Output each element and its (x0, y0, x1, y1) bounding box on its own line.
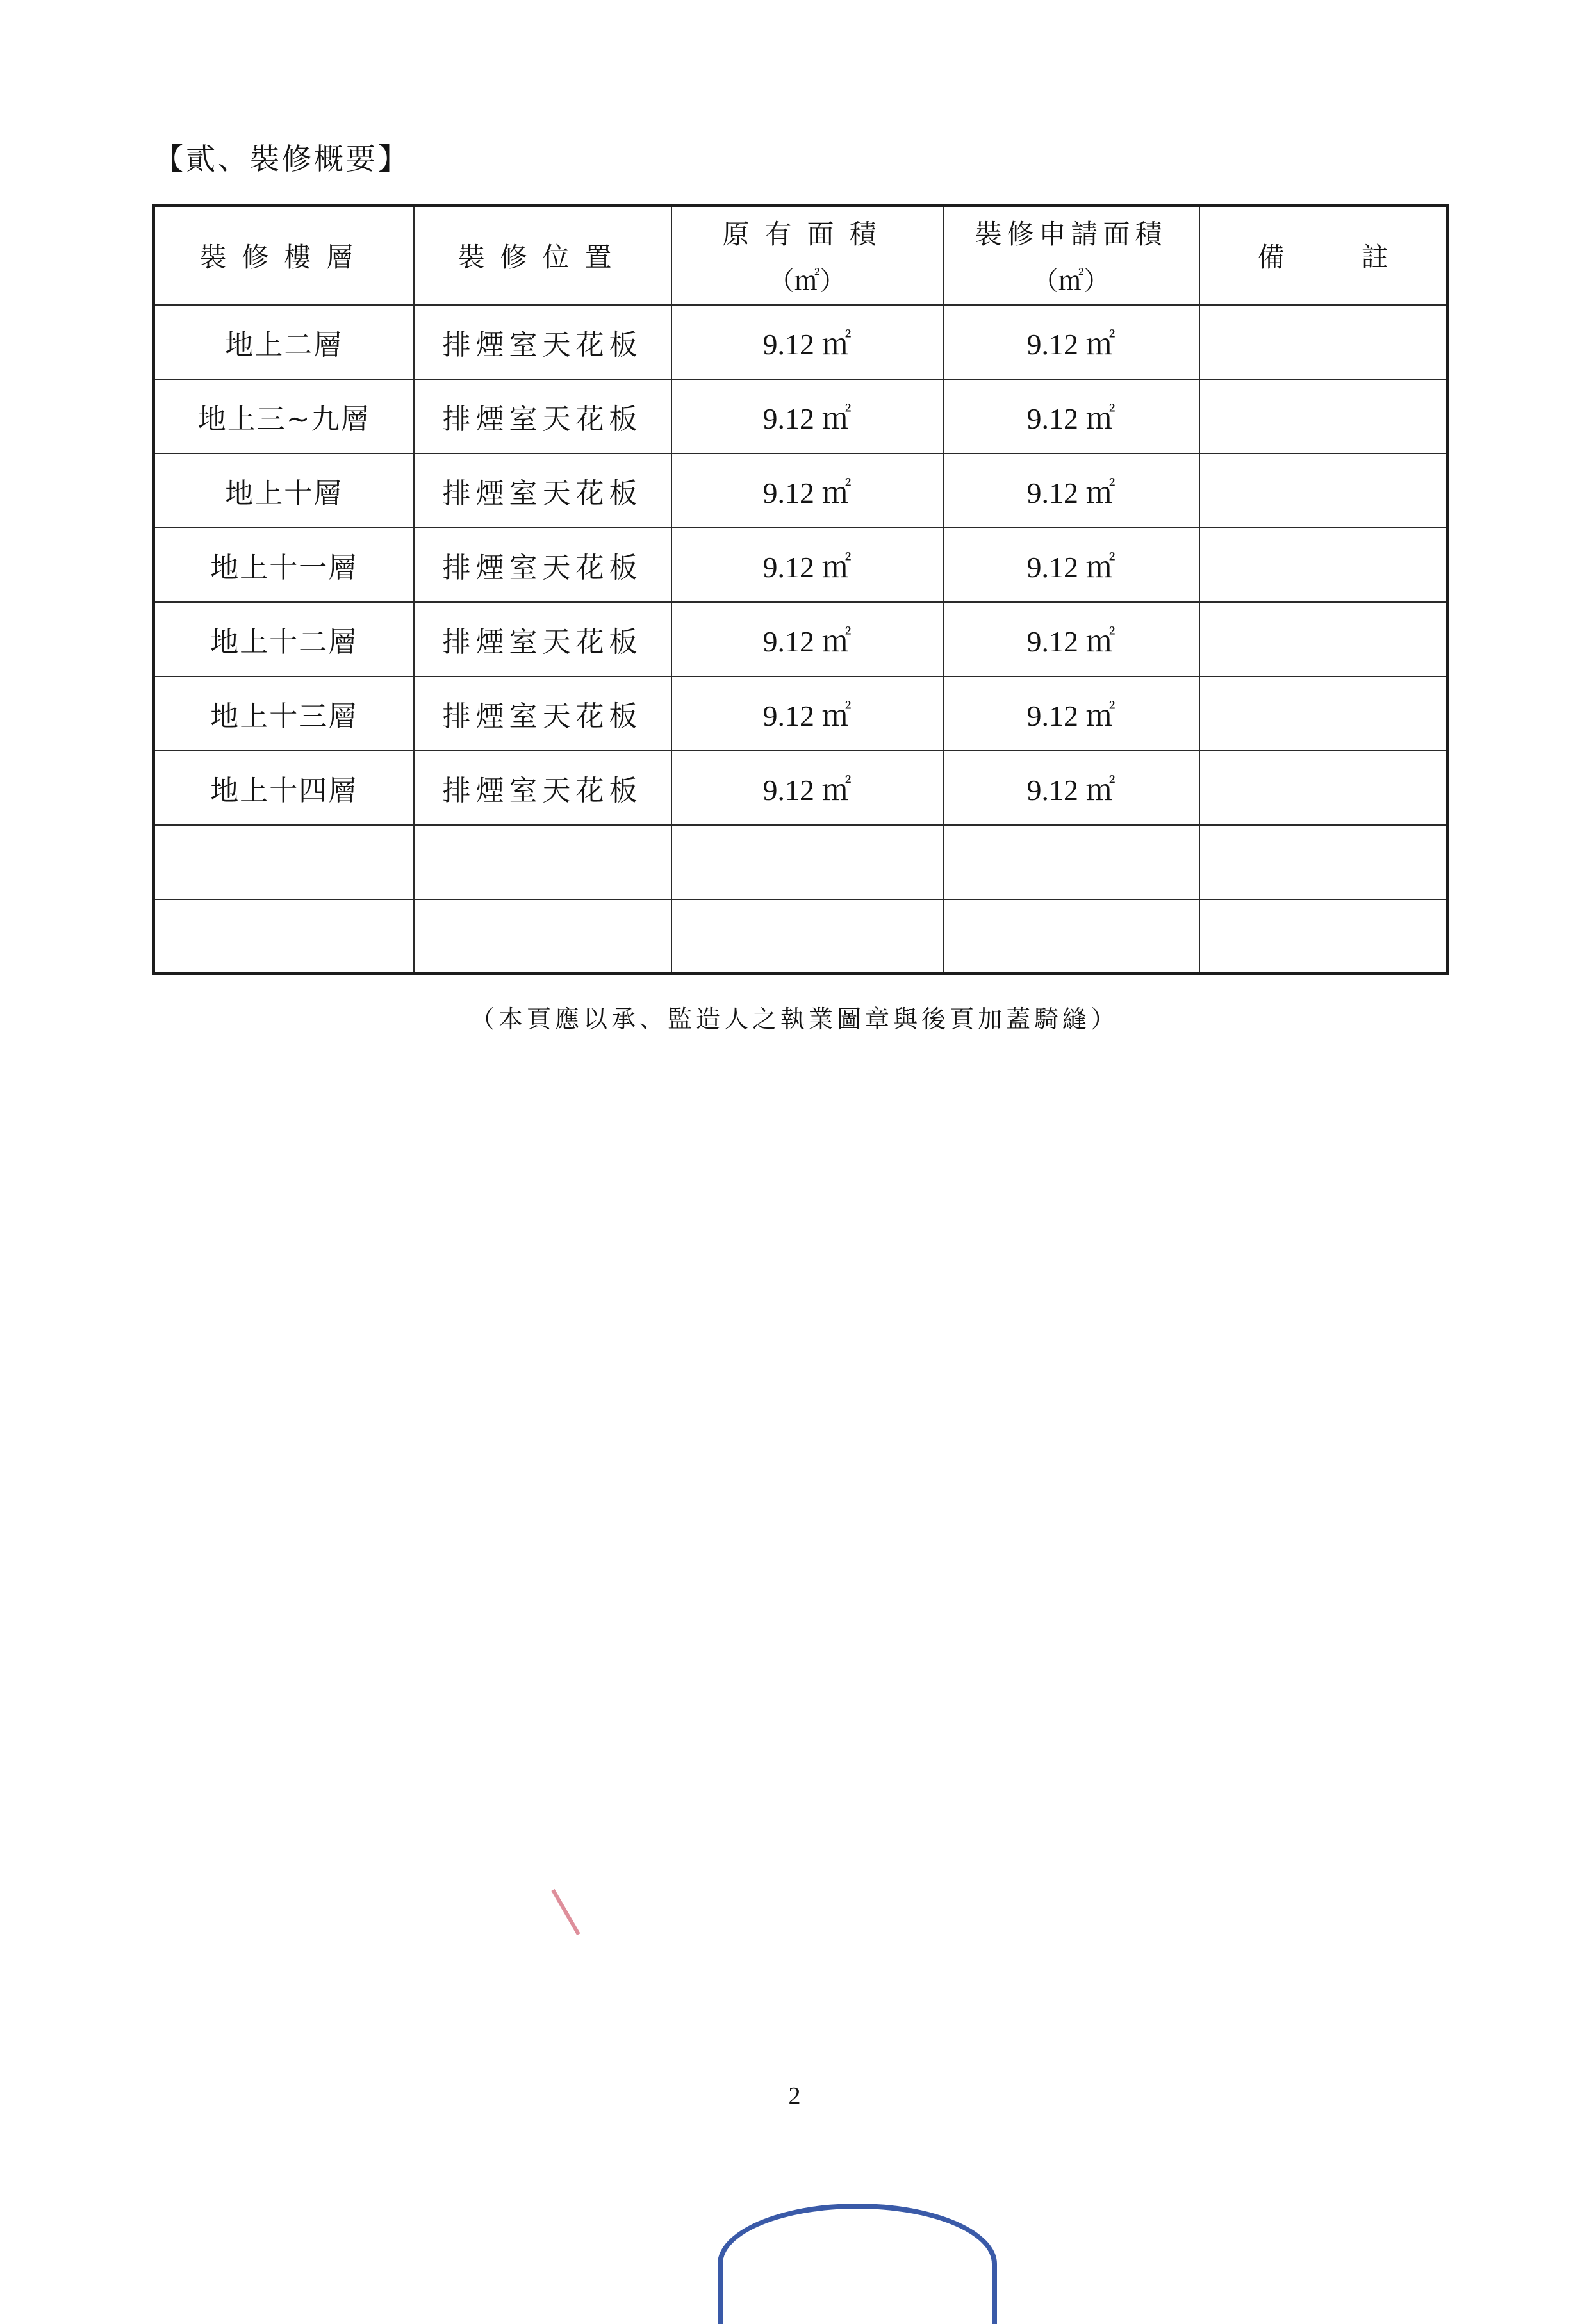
location-cell: 排煙室天花板 (414, 454, 671, 528)
original-area-cell: 9.12 ㎡ (671, 379, 943, 454)
location-cell (414, 899, 671, 974)
header-location: 裝修位置 (414, 206, 671, 305)
applied-area-cell (943, 825, 1199, 899)
applied-area-cell: 9.12 ㎡ (943, 676, 1199, 751)
footnote: （本頁應以承、監造人之執業圖章與後頁加蓋騎縫） (470, 1005, 1119, 1033)
note-cell (1199, 825, 1448, 899)
location-cell: 排煙室天花板 (414, 602, 671, 676)
applied-area-cell: 9.12 ㎡ (943, 602, 1199, 676)
applied-area-cell: 9.12 ㎡ (943, 528, 1199, 602)
floor-cell (154, 899, 414, 974)
header-applied-area (943, 206, 1199, 305)
header-original-area-unit: （㎡） (768, 266, 846, 297)
renovation-summary-table (152, 204, 1449, 975)
applied-area-cell: 9.12 ㎡ (943, 751, 1199, 825)
original-area-cell: 9.12 ㎡ (671, 676, 943, 751)
section-title: 【貳、裝修概要】 (154, 142, 410, 176)
floor-cell: 地上十二層 (154, 602, 414, 676)
table-row (154, 751, 1448, 825)
original-area-cell: 9.12 ㎡ (671, 528, 943, 602)
table-header-row (154, 206, 1448, 305)
original-area-cell: 9.12 ㎡ (671, 454, 943, 528)
floor-cell: 地上十層 (154, 454, 414, 528)
table-row (154, 825, 1448, 899)
header-applied-area-unit: （㎡） (1032, 266, 1110, 297)
location-cell: 排煙室天花板 (414, 305, 671, 379)
header-note-right: 註 (1361, 241, 1388, 273)
original-area-cell: 9.12 ㎡ (671, 751, 943, 825)
red-pen-mark (551, 1889, 580, 1935)
applied-area-cell: 9.12 ㎡ (943, 305, 1199, 379)
location-cell (414, 825, 671, 899)
floor-cell: 地上十四層 (154, 751, 414, 825)
original-area-cell: 9.12 ㎡ (671, 602, 943, 676)
location-cell: 排煙室天花板 (414, 528, 671, 602)
table-row (154, 305, 1448, 379)
location-cell: 排煙室天花板 (414, 379, 671, 454)
note-cell (1199, 676, 1448, 751)
table-row (154, 454, 1448, 528)
original-area-cell (671, 825, 943, 899)
floor-cell: 地上二層 (154, 305, 414, 379)
header-note-left: 備 (1257, 241, 1285, 273)
official-seal (718, 2204, 997, 2324)
table-row (154, 899, 1448, 974)
applied-area-cell: 9.12 ㎡ (943, 454, 1199, 528)
note-cell (1199, 379, 1448, 454)
floor-cell: 地上十一層 (154, 528, 414, 602)
floor-cell (154, 825, 414, 899)
note-cell (1199, 528, 1448, 602)
table-row (154, 676, 1448, 751)
table-row (154, 602, 1448, 676)
table-row (154, 379, 1448, 454)
page-number: 2 (788, 2083, 801, 2109)
header-applied-area-label: 裝修申請面積 (975, 218, 1167, 250)
floor-cell: 地上十三層 (154, 676, 414, 751)
location-cell: 排煙室天花板 (414, 751, 671, 825)
table-row (154, 528, 1448, 602)
note-cell (1199, 305, 1448, 379)
floor-cell: 地上三~九層 (154, 379, 414, 454)
header-original-area-label: 原有面積 (722, 218, 892, 250)
original-area-cell: 9.12 ㎡ (671, 305, 943, 379)
note-cell (1199, 899, 1448, 974)
original-area-cell (671, 899, 943, 974)
location-cell: 排煙室天花板 (414, 676, 671, 751)
header-original-area (671, 206, 943, 305)
header-floor: 裝修樓層 (154, 206, 414, 305)
header-note (1199, 206, 1448, 305)
note-cell (1199, 602, 1448, 676)
applied-area-cell (943, 899, 1199, 974)
note-cell (1199, 751, 1448, 825)
applied-area-cell: 9.12 ㎡ (943, 379, 1199, 454)
note-cell (1199, 454, 1448, 528)
